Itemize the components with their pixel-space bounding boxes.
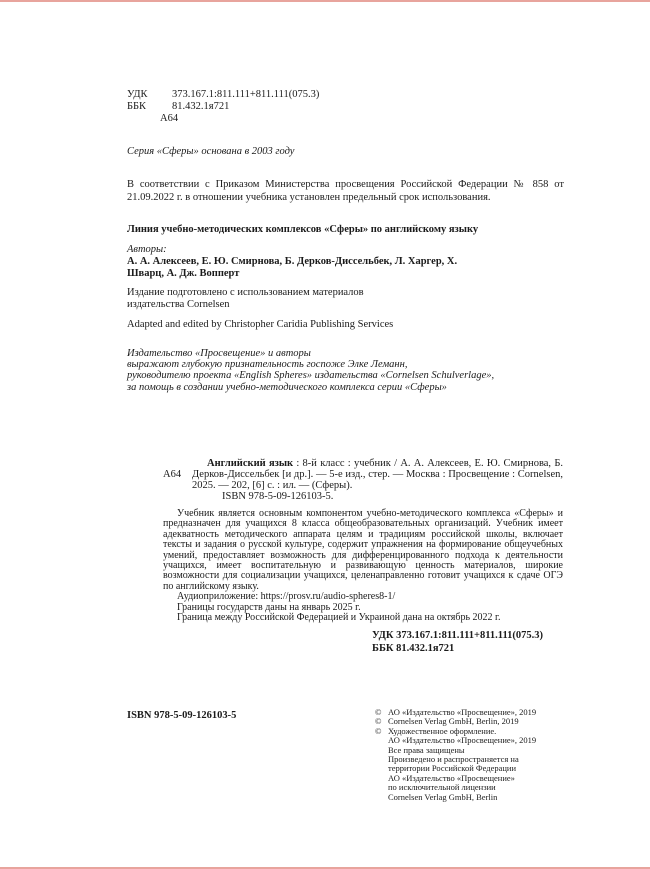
notes-block (163, 592, 545, 623)
copyright-text: Все права защищены (388, 744, 465, 755)
gratitude-line: руководителю проекта «English Spheres» издательства «Cornelsen Schulverlage», (127, 370, 495, 382)
authors-label: Авторы: (127, 244, 167, 255)
copyright-symbol (375, 764, 388, 773)
copyright-symbol (375, 774, 388, 783)
catalog-block (127, 458, 564, 655)
copyright-text: АО «Издательство «Просвещение», 2019 (388, 707, 537, 717)
udk-label: УДК (127, 89, 148, 100)
isbn-footer: ISBN 978-5-09-126103-5 (127, 710, 237, 721)
adapted-note: Adapted and edited by Christopher Caridia Publishing Services (127, 319, 394, 330)
copyright-symbol (375, 736, 388, 745)
gratitude-note (127, 348, 572, 393)
copyright-symbol: © (375, 707, 382, 717)
bbk-label: ББК (127, 101, 147, 112)
umk-line-title: Линия учебно-методических комплексов «Сферы» по английскому языку (127, 224, 479, 235)
bbk-footer: ББК 81.432.1я721 (372, 642, 455, 654)
copyright-text: Художественное оформление. (388, 725, 497, 736)
copyright-text: АО «Издательство «Просвещение» (388, 772, 515, 783)
copyright-text: территории Российской Федерации (388, 763, 517, 774)
copyright-text: Cornelsen Verlag GmbH, Berlin (388, 791, 498, 802)
bibliographic-record (127, 458, 564, 502)
copyright-block (375, 708, 571, 802)
authors: А. А. Алексеев, Е. Ю. Смирнова, Б. Дерков-Диссельбек, Л. Харгер, Х. Шварц, А. Дж. Вопперт (127, 256, 458, 279)
copyright-symbol (375, 793, 388, 802)
audio-note: Аудиоприложение: https://prosv.ru/audio-spheres8-1/ (177, 591, 396, 603)
copyright-text: АО «Издательство «Просвещение», 2019 (388, 735, 537, 746)
borders-note-1: Границы государств даны на январь 2025 г. (177, 601, 361, 613)
udk-footer: УДК 373.167.1:811.111+811.111(075.3) (372, 630, 543, 642)
copyright-line (375, 793, 571, 802)
edition-note-line: издательства Cornelsen (127, 298, 230, 310)
biblio-title: Английский язык (207, 458, 294, 469)
gratitude-line: Издательство «Просвещение» и авторы (127, 348, 311, 359)
biblio-text (192, 458, 563, 491)
biblio-record-rest: : 8-й класс : учебник / А. А. Алексеев, Е. Ю. Смирнова, Б. Дерков-Диссельбек [и др.]. — 5-е изд., стер. — Москва : Просвещение : Cornelsen, 2025. — 202, [6] с. : ил. — (Сферы). (192, 458, 563, 491)
copyright-symbol: © (375, 725, 382, 736)
page-edge-top (0, 0, 650, 2)
edition-note (127, 287, 364, 310)
copyright-text: по исключительной лицензии (388, 782, 496, 793)
annotation: Учебник является основным компонентом учебно-методического комплекса «Сферы» и предназначен для учащихся 8 класса общеобразовательных организаций. Учебник имеет адекватность методического аппарата целям и традициям российской школы, включает тексты и задания о русской культуре, содержит упражнения на формирование общеучебных умений, предоставляет возможность для дифференцированного подхода к деятельности учащихся, имеет воспитательную и развивающую ценность материалов, широкие возможности для социализации учащихся, целенаправленно готовит учащихся к сдаче ОГЭ по английскому языку. (163, 508, 563, 592)
biblio-author-sign: А64 (163, 469, 182, 480)
copyright-symbol: © (375, 716, 382, 727)
series-note: Серия «Сферы» основана в 2003 году (127, 146, 295, 157)
edition-note-line: Издание подготовлено с использованием материалов (127, 287, 364, 298)
classification-footer (372, 630, 564, 655)
borders-note-2: Граница между Российской Федерацией и Украиной дана на октябрь 2022 г. (177, 612, 501, 624)
copyright-symbol (375, 746, 388, 755)
gratitude-line: за помощь в создании учебно-методического комплекса серии «Сферы» (127, 381, 447, 393)
bbk-line (127, 101, 319, 113)
author-sign: А64 (160, 113, 179, 124)
udk-line (127, 89, 319, 101)
copyright-symbol (375, 755, 388, 764)
classification-block (127, 89, 319, 125)
copyright-text: Cornelsen Verlag GmbH, Berlin, 2019 (388, 716, 519, 727)
udk-value: 373.167.1:811.111+811.111(075.3) (172, 89, 320, 100)
gratitude-line: выражают глубокую признательность госпоже Элке Леманн, (127, 359, 408, 371)
bbk-value: 81.432.1я721 (172, 101, 230, 112)
usage-order-note: В соответствии с Приказом Министерства просвещения Российской Федерации № 858 от 21.09.2022 г. в отношении учебника установлен предельный срок использования. (127, 179, 564, 203)
copyright-text: Произведено и распространяется на (388, 754, 519, 765)
biblio-isbn: ISBN 978-5-09-126103-5. (222, 491, 334, 502)
copyright-symbol (375, 783, 388, 792)
